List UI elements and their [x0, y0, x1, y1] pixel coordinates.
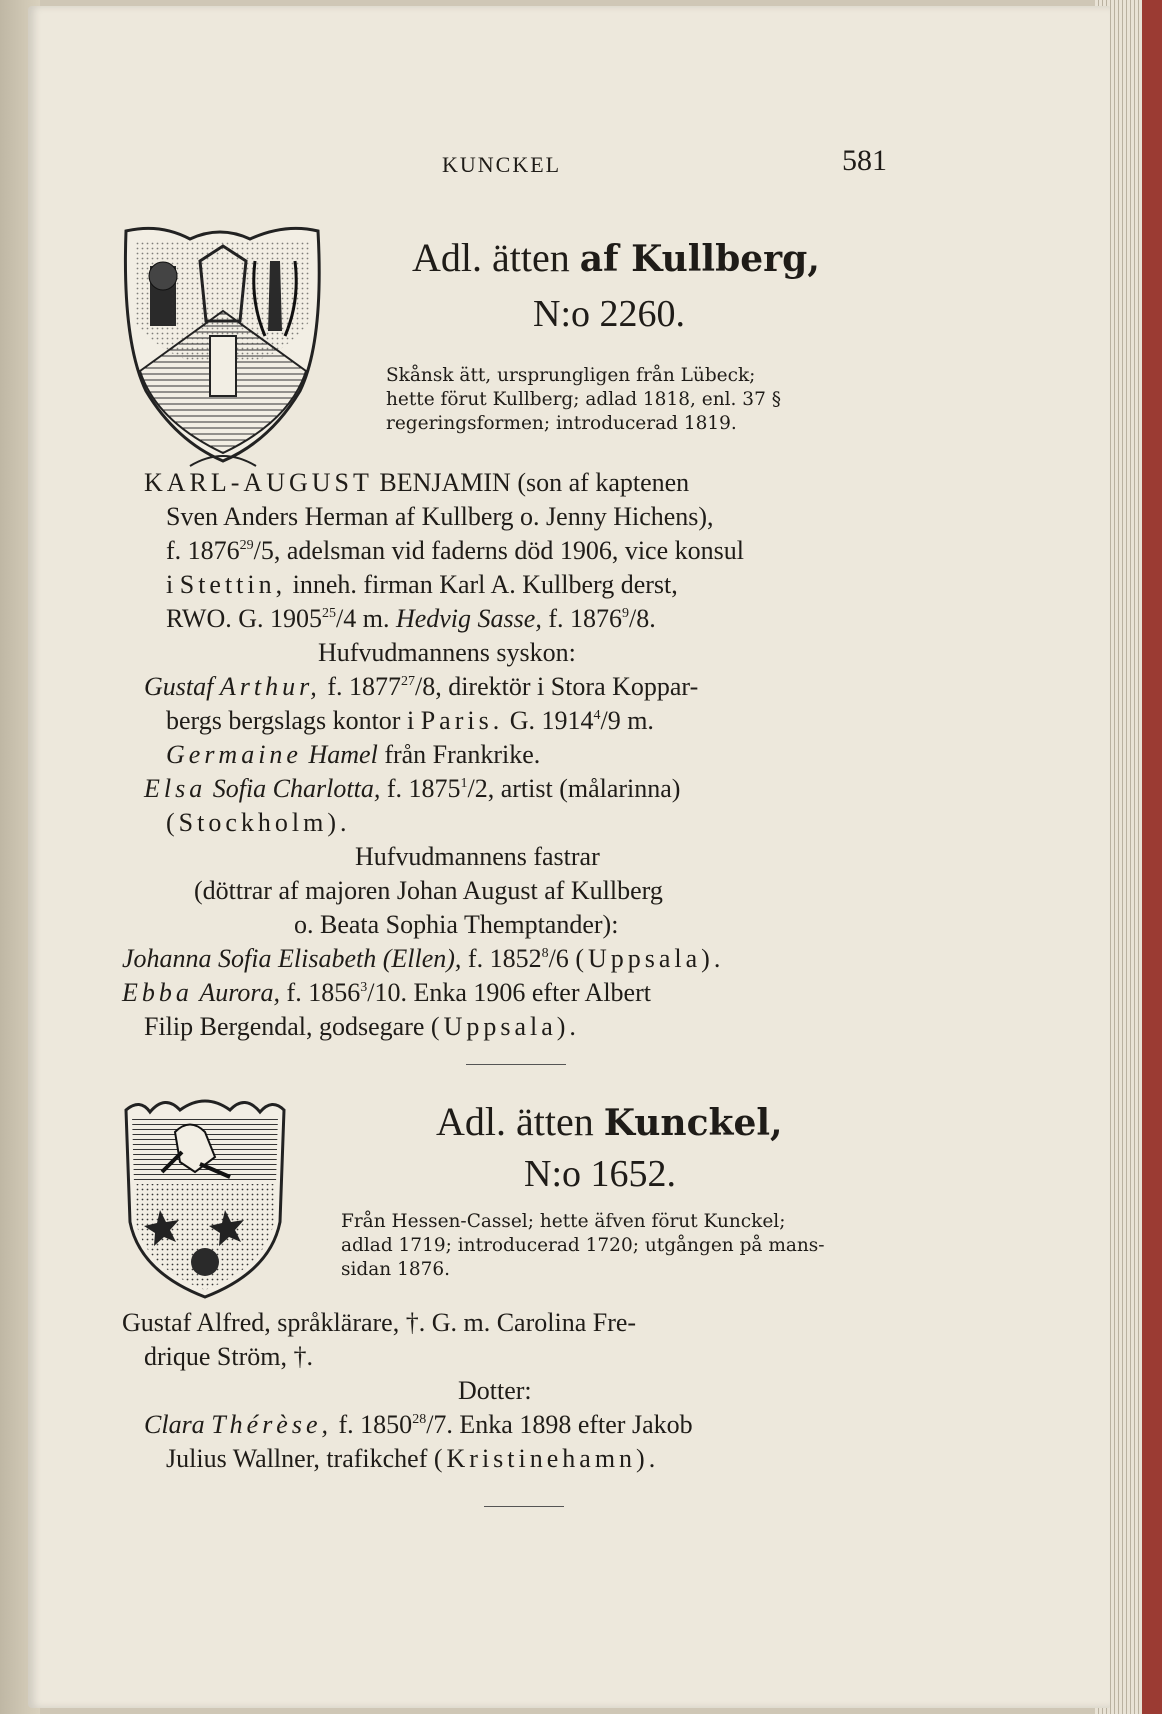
daughter-line-2: Julius Wallner, trafikchef (Kristinehamn). — [166, 1444, 660, 1473]
title-prefix: Adl. ätten — [412, 235, 570, 280]
kullberg-family-title — [412, 234, 820, 281]
book-cover-edge — [1142, 0, 1162, 1714]
kullberg-number: N:o 2260. — [533, 293, 685, 335]
kunckel-number: N:o 1652. — [524, 1153, 676, 1195]
kunckel-description-1: Från Hessen-Cassel; hette äfven förut Kunckel; — [341, 1211, 786, 1232]
book-page — [28, 6, 1110, 1708]
kunckel-description-3: sidan 1876. — [341, 1259, 451, 1280]
end-divider — [484, 1506, 564, 1507]
sibling-line-5: (Stockholm). — [166, 808, 351, 837]
kullberg-description-3: regeringsformen; introducerad 1819. — [386, 413, 737, 434]
section-divider — [466, 1064, 566, 1065]
title-family-name: Kunckel, — [603, 1102, 783, 1144]
kullberg-head-line-3: f. 1876$^{29}$/5, adelsman vid faderns död 1906, vice konsul — [166, 536, 744, 565]
kullberg-head-line-2: Sven Anders Herman af Kullberg o. Jenny Hichens), — [166, 502, 714, 531]
sibling-line-1: Gustaf Arthur, f. 1877$^{27}$/8, direktör i Stora Koppar- — [144, 672, 699, 701]
kullberg-head-line-5: RWO. G. 1905$^{25}$/4 m. Hedvig Sasse, f. 1876$^9$/8. — [166, 604, 656, 633]
kunckel-line-1: Gustaf Alfred, språklärare, †. G. m. Carolina Fre- — [122, 1308, 637, 1337]
sibling-line-3: Germaine Hamel från Frankrike. — [166, 740, 541, 769]
aunt-line-3: Filip Bergendal, godsegare (Uppsala). — [144, 1012, 580, 1041]
kunckel-coat-of-arms — [120, 1092, 290, 1302]
title-prefix: Adl. ätten — [436, 1099, 594, 1144]
kullberg-description-1: Skånsk ätt, ursprungligen från Lübeck; — [386, 365, 756, 386]
sibling-line-2: bergs bergslags kontor i Paris. G. 1914$^4$/9 m. — [166, 706, 654, 735]
running-head: KUNCKEL — [442, 152, 562, 177]
aunts-parents-line-1: (döttrar af majoren Johan August af Kullberg — [194, 876, 663, 905]
daughter-line-1: Clara Thérèse, f. 1850$^{28}$/7. Enka 1898 efter Jakob — [144, 1410, 693, 1439]
aunt-line-2: Ebba Aurora, f. 1856$^3$/10. Enka 1906 efter Albert — [122, 978, 651, 1007]
aunts-parents-line-2: o. Beata Sophia Themptander): — [294, 910, 619, 939]
title-family-name: af Kullberg, — [579, 238, 820, 280]
kullberg-description-2: hette förut Kullberg; adlad 1818, enl. 37 § — [386, 389, 781, 410]
kullberg-head-line-4: i Stettin, inneh. firman Karl A. Kullberg derst, — [166, 570, 678, 599]
kunckel-line-2: drique Ström, †. — [144, 1342, 313, 1371]
kunckel-family-title — [436, 1098, 783, 1145]
kullberg-head-line-1: KARL-AUGUST BENJAMIN (son af kaptenen — [144, 468, 690, 497]
kullberg-coat-of-arms — [120, 221, 326, 469]
aunts-heading: Hufvudmannens fastrar — [355, 842, 600, 871]
sibling-line-4: Elsa Sofia Charlotta, f. 1875$^1$/2, artist (målarinna) — [144, 774, 681, 803]
kunckel-description-2: adlad 1719; introducerad 1720; utgången på mans- — [341, 1235, 825, 1256]
siblings-heading: Hufvudmannens syskon: — [318, 638, 576, 667]
page-number: 581 — [842, 144, 887, 177]
aunt-line-1: Johanna Sofia Elisabeth (Ellen), f. 1852$^8$/6 (Uppsala). — [122, 944, 725, 973]
daughter-heading: Dotter: — [458, 1376, 532, 1405]
